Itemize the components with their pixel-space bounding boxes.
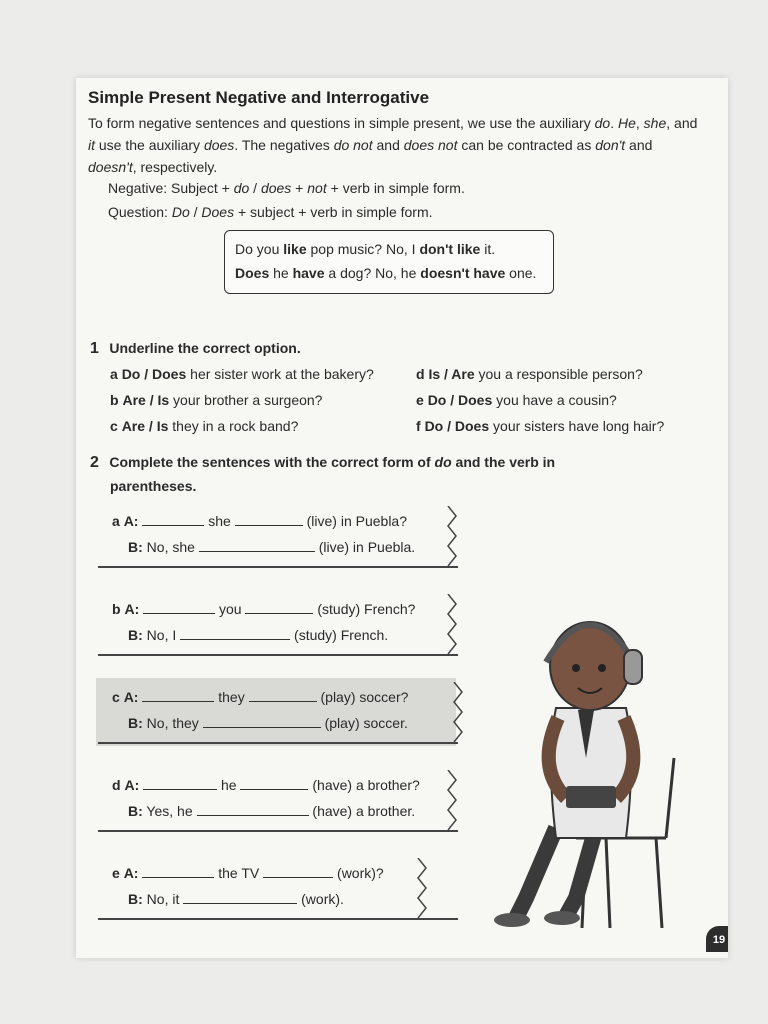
answer-blank[interactable] bbox=[240, 776, 308, 790]
rule-em: Does bbox=[201, 204, 235, 220]
dialog-subject: she bbox=[208, 513, 231, 529]
dialog-subject: they bbox=[218, 689, 245, 705]
dialog-verb: (have) a brother? bbox=[312, 777, 420, 793]
intro-paragraph bbox=[88, 112, 703, 178]
dialog-verb: (study) French. bbox=[294, 627, 389, 643]
dialog-d-line-b bbox=[128, 802, 415, 819]
intro-text: . The negatives bbox=[234, 137, 334, 153]
item-option[interactable]: Do / Does bbox=[427, 392, 493, 408]
rule-text: Question: bbox=[108, 204, 172, 220]
workbook-page bbox=[76, 78, 728, 958]
intro-em-it: it bbox=[88, 137, 95, 153]
intro-em-doesnt: doesn't bbox=[88, 159, 133, 175]
dialog-verb: (play) soccer? bbox=[320, 689, 409, 705]
ex1-item-b bbox=[110, 392, 322, 408]
item-text: your sisters have long hair? bbox=[489, 418, 665, 434]
dialog-c-line-b bbox=[128, 714, 408, 731]
speaker-b: B: bbox=[128, 803, 143, 819]
rule-text: + bbox=[291, 180, 308, 196]
intro-em-does: does bbox=[203, 137, 235, 153]
speaker-b: B: bbox=[128, 715, 143, 731]
dialog-divider bbox=[98, 742, 458, 744]
speaker-a: A: bbox=[123, 513, 139, 529]
dialog-start: No, I bbox=[146, 627, 177, 643]
dialog-divider bbox=[98, 918, 458, 920]
exercise-number: 2 bbox=[90, 454, 99, 471]
item-letter: b bbox=[110, 392, 119, 408]
speech-bubble-edge-icon bbox=[416, 858, 430, 918]
example-text: it. bbox=[480, 241, 496, 257]
intro-em-dont: don't bbox=[595, 137, 626, 153]
item-letter: c bbox=[110, 418, 118, 434]
dialog-letter: d bbox=[112, 777, 121, 793]
item-letter: d bbox=[416, 366, 425, 382]
dialog-subject: he bbox=[221, 777, 237, 793]
rule-text: Negative: Subject + bbox=[108, 180, 234, 196]
examples-box bbox=[224, 230, 554, 294]
dialog-c-line-a bbox=[112, 688, 408, 705]
exercise-instruction bbox=[109, 454, 555, 470]
item-letter: f bbox=[416, 418, 421, 434]
ex1-item-d bbox=[416, 366, 643, 382]
exercise-1-heading bbox=[90, 340, 301, 358]
dialog-a-line-a bbox=[112, 512, 407, 529]
intro-text: and bbox=[625, 137, 653, 153]
dialog-verb: (study) French? bbox=[317, 601, 416, 617]
ex1-item-e bbox=[416, 392, 617, 408]
item-text: you have a cousin? bbox=[492, 392, 617, 408]
answer-blank[interactable] bbox=[197, 802, 309, 816]
intro-em-he: He bbox=[617, 115, 636, 131]
exercise-2-heading bbox=[90, 454, 555, 472]
dialog-start: Yes, he bbox=[146, 803, 193, 819]
rule-text: + subject + verb in simple form. bbox=[234, 204, 433, 220]
dialog-letter: a bbox=[112, 513, 120, 529]
intro-text: . bbox=[610, 115, 618, 131]
rule-em: do bbox=[233, 180, 250, 196]
intro-text: and bbox=[372, 137, 404, 153]
answer-blank[interactable] bbox=[249, 688, 317, 702]
answer-blank[interactable] bbox=[180, 626, 290, 640]
item-text: you a responsible person? bbox=[474, 366, 643, 382]
exercise-instruction: Underline the correct option. bbox=[109, 340, 301, 356]
example-bold: have bbox=[292, 265, 325, 281]
intro-em-does-not: does not bbox=[403, 137, 458, 153]
dialog-letter: e bbox=[112, 865, 120, 881]
dialog-d-line-a bbox=[112, 776, 420, 793]
dialog-verb: (play) soccer. bbox=[324, 715, 408, 731]
dialog-start: No, she bbox=[146, 539, 195, 555]
example-text: Do you bbox=[235, 241, 284, 257]
speech-bubble-edge-icon bbox=[452, 682, 466, 742]
dialog-e-line-b bbox=[128, 890, 344, 907]
speaker-a: A: bbox=[123, 865, 139, 881]
negative-rule bbox=[108, 180, 465, 196]
intro-text: use the auxiliary bbox=[95, 137, 204, 153]
answer-blank[interactable] bbox=[263, 864, 333, 878]
example-line-2 bbox=[235, 265, 536, 281]
example-text: a dog? No, he bbox=[324, 265, 421, 281]
game-console-icon bbox=[566, 786, 616, 808]
dialog-subject: the TV bbox=[218, 865, 260, 881]
page-title: Simple Present Negative and Interrogative bbox=[88, 88, 430, 107]
item-option[interactable]: Do / Does bbox=[424, 418, 490, 434]
example-line-1 bbox=[235, 241, 495, 257]
dialog-e-line-a bbox=[112, 864, 384, 881]
item-text: her sister work at the bakery? bbox=[186, 366, 374, 382]
dialog-verb: (work)? bbox=[337, 865, 384, 881]
dialog-a-line-b bbox=[128, 538, 415, 555]
answer-blank[interactable] bbox=[235, 512, 303, 526]
speaker-b: B: bbox=[128, 891, 143, 907]
item-letter: a bbox=[110, 366, 118, 382]
page-number: 19 bbox=[706, 926, 728, 952]
item-option[interactable]: Are / Is bbox=[121, 418, 169, 434]
answer-blank[interactable] bbox=[143, 776, 217, 790]
question-rule bbox=[108, 204, 433, 220]
exercise-instruction-cont: parentheses. bbox=[110, 478, 197, 494]
dialog-subject: you bbox=[219, 601, 242, 617]
dialog-b-line-b bbox=[128, 626, 388, 643]
speaker-b: B: bbox=[128, 539, 143, 555]
intro-em-she: she bbox=[643, 115, 667, 131]
instruction-text: and the verb in bbox=[451, 454, 556, 470]
intro-text: , and bbox=[666, 115, 698, 131]
example-bold: Does bbox=[235, 265, 270, 281]
intro-text: To form negative sentences and questions in simple present, we use the auxiliary bbox=[88, 115, 595, 131]
dialog-start: No, it bbox=[146, 891, 180, 907]
intro-em-do-not: do not bbox=[333, 137, 373, 153]
speech-bubble-edge-icon bbox=[446, 594, 460, 654]
intro-text: , respectively. bbox=[132, 159, 218, 175]
item-text: they in a rock band? bbox=[168, 418, 299, 434]
answer-blank[interactable] bbox=[203, 714, 321, 728]
speaker-a: A: bbox=[124, 601, 140, 617]
answer-blank[interactable] bbox=[245, 600, 313, 614]
item-option[interactable]: Do / Does bbox=[121, 366, 187, 382]
exercise-number: 1 bbox=[90, 340, 99, 357]
intro-em-do: do bbox=[594, 115, 611, 131]
dialog-start: No, they bbox=[146, 715, 199, 731]
example-text: he bbox=[269, 265, 293, 281]
answer-blank[interactable] bbox=[143, 600, 215, 614]
shoe-icon bbox=[544, 911, 580, 925]
shoe-icon bbox=[494, 913, 530, 927]
answer-blank[interactable] bbox=[142, 688, 214, 702]
rule-em: not bbox=[307, 180, 327, 196]
rule-text: / bbox=[249, 180, 261, 196]
dialog-letter: c bbox=[112, 689, 120, 705]
example-text: pop music? No, I bbox=[306, 241, 420, 257]
answer-blank[interactable] bbox=[142, 864, 214, 878]
answer-blank[interactable] bbox=[199, 538, 315, 552]
dialog-divider bbox=[98, 654, 458, 656]
item-option[interactable]: Are / Is bbox=[122, 392, 170, 408]
item-option[interactable]: Is / Are bbox=[428, 366, 475, 382]
speech-bubble-edge-icon bbox=[446, 770, 460, 830]
instruction-text: Complete the sentences with the correct form of bbox=[109, 454, 435, 470]
dialog-divider bbox=[98, 830, 458, 832]
answer-blank[interactable] bbox=[142, 512, 204, 526]
rule-text: + verb in simple form. bbox=[326, 180, 465, 196]
example-bold: doesn't have bbox=[420, 265, 506, 281]
intro-text: , bbox=[635, 115, 644, 131]
instruction-em: do bbox=[434, 454, 452, 470]
dialog-verb: (have) a brother. bbox=[312, 803, 416, 819]
dialog-divider bbox=[98, 566, 458, 568]
ex1-item-a bbox=[110, 366, 374, 382]
ex1-item-c bbox=[110, 418, 298, 434]
speaker-b: B: bbox=[128, 627, 143, 643]
speech-bubble-edge-icon bbox=[446, 506, 460, 566]
answer-blank[interactable] bbox=[183, 890, 297, 904]
rule-em: does bbox=[260, 180, 292, 196]
rule-em: Do bbox=[171, 204, 190, 220]
rule-text: / bbox=[189, 204, 202, 220]
boy-with-headphones-illustration bbox=[486, 598, 686, 928]
ex1-item-f bbox=[416, 418, 664, 434]
head-icon bbox=[550, 622, 630, 710]
dialog-verb: (live) in Puebla? bbox=[306, 513, 407, 529]
dialog-b-line-a bbox=[112, 600, 415, 617]
intro-text: can be contracted as bbox=[457, 137, 596, 153]
item-letter: e bbox=[416, 392, 424, 408]
item-text: your brother a surgeon? bbox=[169, 392, 323, 408]
dialog-verb: (live) in Puebla. bbox=[318, 539, 416, 555]
dialog-verb: (work). bbox=[301, 891, 344, 907]
speaker-a: A: bbox=[123, 689, 139, 705]
example-bold: like bbox=[283, 241, 307, 257]
dialog-letter: b bbox=[112, 601, 121, 617]
speaker-a: A: bbox=[124, 777, 140, 793]
example-text: one. bbox=[505, 265, 537, 281]
example-bold: don't like bbox=[419, 241, 481, 257]
